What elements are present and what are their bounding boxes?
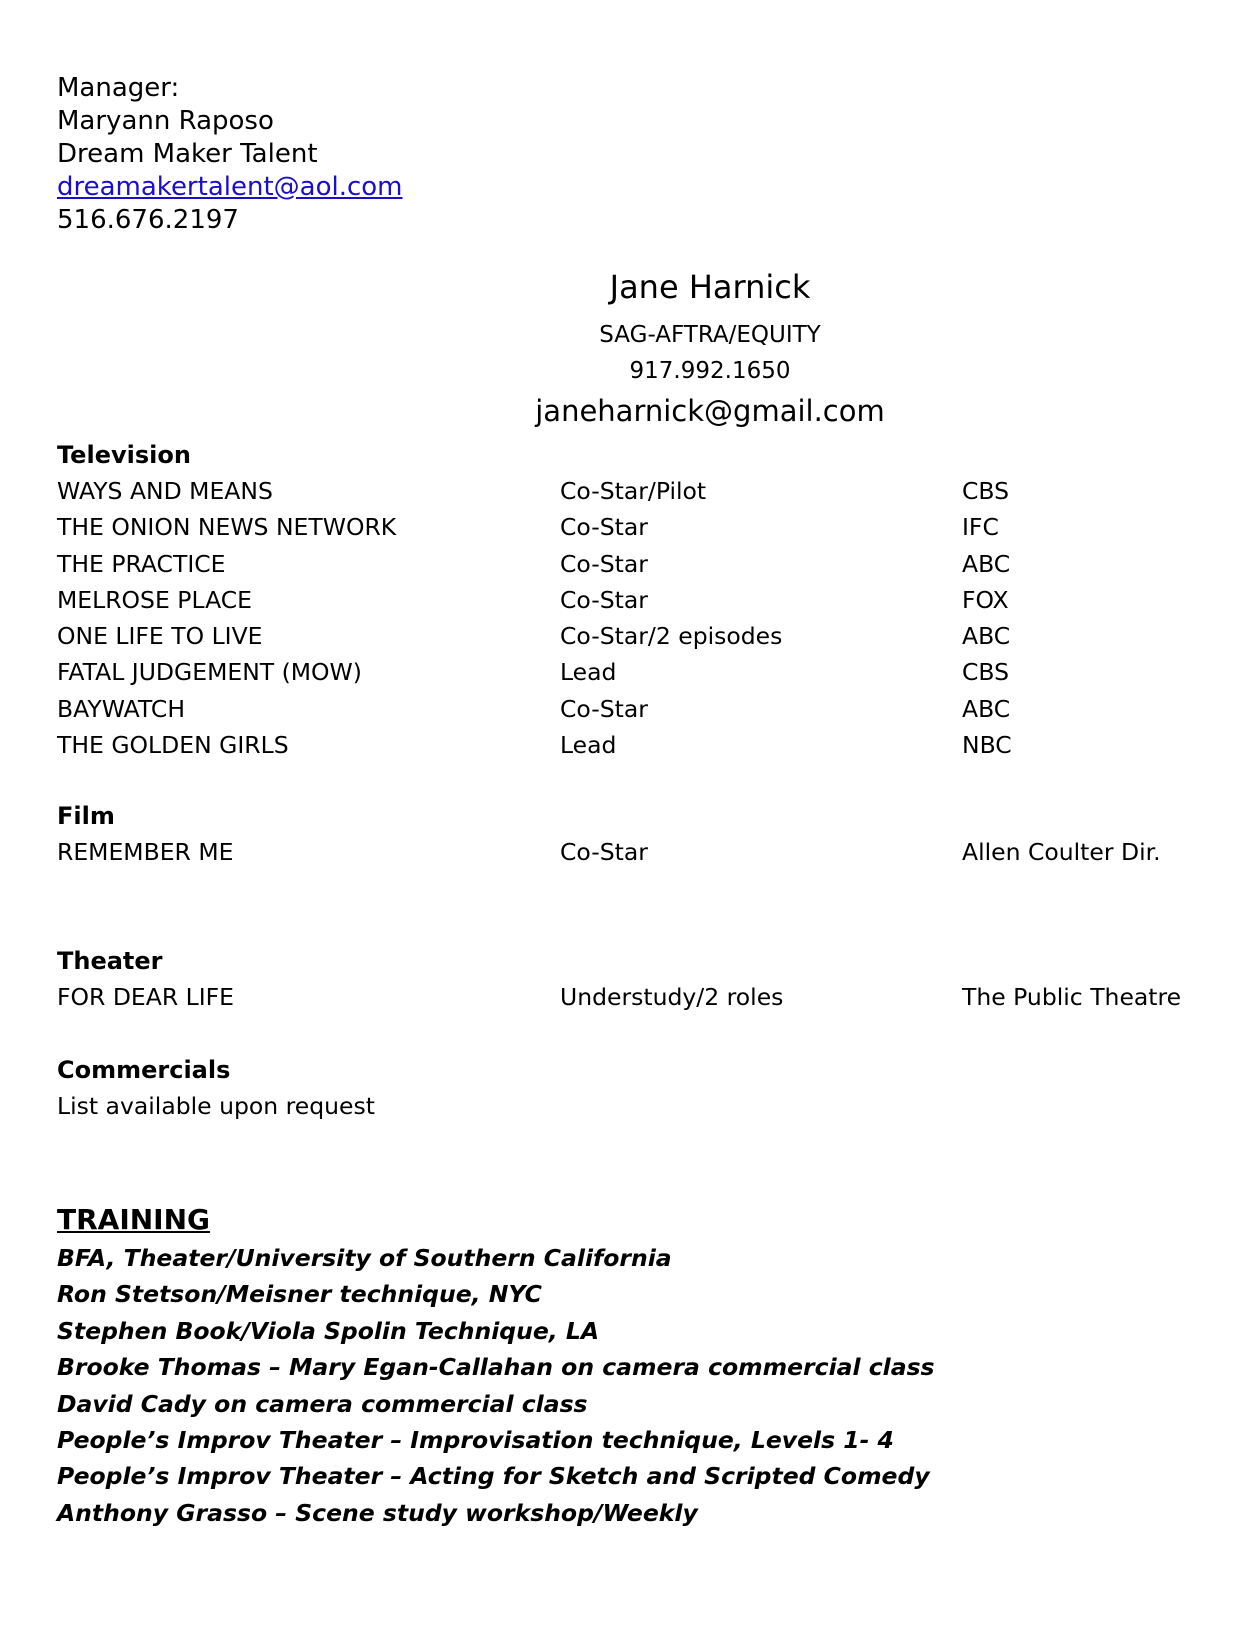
commercials-note: List available upon request	[57, 1092, 375, 1120]
commercials-section	[57, 1052, 1237, 1124]
credit-row	[57, 691, 1237, 727]
credit-network: CBS	[962, 658, 1010, 687]
credit-role: Co-Star/2 episodes	[560, 622, 783, 651]
film-heading: Film	[57, 802, 115, 830]
training-item: People’s Improv Theater – Improvisation technique, Levels 1- 4	[57, 1426, 894, 1455]
training-item: David Cady on camera commercial class	[57, 1389, 588, 1418]
credit-role: Co-Star/Pilot	[560, 477, 707, 505]
credit-title: FOR DEAR LIFE	[57, 983, 235, 1011]
credit-title: THE ONION NEWS NETWORK	[57, 513, 397, 542]
credit-row	[57, 509, 1237, 545]
credit-row	[57, 546, 1237, 582]
credit-network: ABC	[962, 694, 1011, 723]
union-affiliation: SAG-AFTRA/EQUITY	[599, 322, 821, 348]
credit-row	[57, 654, 1237, 690]
commercials-heading: Commercials	[57, 1056, 231, 1084]
credit-row	[57, 618, 1237, 654]
credit-title: THE PRACTICE	[57, 549, 226, 578]
television-heading: Television	[57, 441, 191, 469]
training-item: Stephen Book/Viola Spolin Technique, LA	[57, 1316, 600, 1345]
credit-row	[57, 834, 1237, 870]
credit-network: ABC	[962, 549, 1011, 578]
credit-row	[57, 727, 1237, 763]
training-item: BFA, Theater/University of Southern California	[57, 1244, 672, 1272]
credit-network: FOX	[962, 585, 1009, 614]
credit-network: NBC	[962, 731, 1012, 760]
credit-venue: The Public Theatre	[962, 983, 1182, 1011]
credit-title: WAYS AND MEANS	[57, 477, 273, 505]
actor-name: Jane Harnick	[609, 268, 811, 306]
actor-email: janeharnick@gmail.com	[535, 394, 885, 428]
credit-title: FATAL JUDGEMENT (MOW)	[57, 658, 362, 687]
credit-title: THE GOLDEN GIRLS	[57, 731, 289, 760]
credit-role: Lead	[560, 658, 617, 687]
credit-role: Co-Star	[560, 694, 648, 723]
credit-title: MELROSE PLACE	[57, 585, 252, 614]
training-item: Ron Stetson/Meisner technique, NYC	[57, 1280, 542, 1309]
manager-block	[57, 72, 403, 237]
credit-role: Co-Star	[560, 585, 648, 614]
credit-role: Co-Star	[560, 838, 648, 866]
credit-role: Understudy/2 roles	[560, 983, 784, 1011]
television-section	[57, 437, 1237, 763]
credit-director: Allen Coulter Dir.	[962, 838, 1161, 866]
theater-section	[57, 943, 1237, 1015]
credit-title: BAYWATCH	[57, 694, 185, 723]
manager-label: Manager:	[57, 73, 180, 103]
training-item: People’s Improv Theater – Acting for Sketch and Scripted Comedy	[57, 1462, 930, 1491]
credit-row	[57, 582, 1237, 618]
credit-role: Co-Star	[560, 549, 648, 578]
training-item: Anthony Grasso – Scene study workshop/Weekly	[57, 1498, 698, 1527]
credit-title: REMEMBER ME	[57, 838, 234, 866]
credit-network: ABC	[962, 622, 1011, 651]
training-item: Brooke Thomas – Mary Egan-Callahan on camera commercial class	[57, 1353, 935, 1382]
theater-heading: Theater	[57, 947, 163, 975]
training-heading: TRAINING	[57, 1203, 211, 1236]
credit-network: IFC	[962, 513, 999, 542]
manager-phone: 516.676.2197	[57, 205, 239, 235]
credit-row	[57, 473, 1237, 509]
credit-role: Co-Star	[560, 513, 648, 542]
manager-name: Maryann Raposo	[57, 106, 274, 136]
training-section	[57, 1200, 935, 1531]
credit-role: Lead	[560, 731, 617, 760]
manager-company: Dream Maker Talent	[57, 139, 318, 169]
manager-email-link[interactable]: dreamakertalent@aol.com	[57, 172, 403, 202]
actor-phone: 917.992.1650	[629, 358, 791, 384]
credit-title: ONE LIFE TO LIVE	[57, 622, 263, 651]
credit-network: CBS	[962, 477, 1010, 505]
film-section	[57, 798, 1237, 870]
television-credits	[57, 473, 1237, 763]
credit-row	[57, 979, 1237, 1015]
